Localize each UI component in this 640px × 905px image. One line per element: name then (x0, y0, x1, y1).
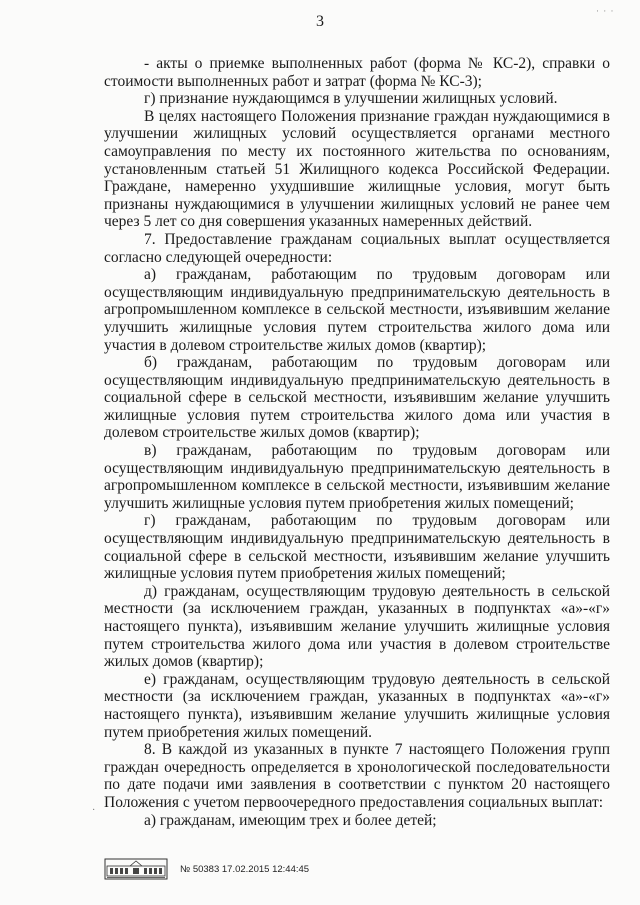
paragraph-recognition-rules: В целях настоящего Положения признание граждан нуждающимися в улучшении жилищных условий осуществляется органами местного самоуправления по месту их постоянного жительства по основаниям, установленным статьей 51 Жилищного кодекса Российской Федерации. Граждане, намеренно ухудшившие жилищные условия, могут быть признаны нуждающимися в улучшении жилищных условий не ранее чем через 5 лет со дня совершения указанных намеренных действий. (104, 107, 610, 231)
paragraph-section-8: 8. В каждой из указанных в пункте 7 настоящего Положения групп граждан очередность определяется в хронологической последовательности по дате подачи ими заявления в соответствии с пунктом 20 настоящего Положения с учетом первоочередного предоставления социальных выплат: (104, 741, 610, 811)
list-item-b: б) гражданам, работающим по трудовым договорам или осуществляющим индивидуальную предпринимательскую деятельность в социальной сфере в сельской местности, изъявившим желание улучшить жилищные условия путем строительства жилого дома или участия в долевом строительстве жилых домов (квартир); (104, 354, 610, 442)
list-item-a: а) гражданам, работающим по трудовым договорам или осуществляющим индивидуальную предпринимательскую деятельность в агропромышленном комплексе в сельской местности, изъявившим желание улучшить жилищные условия путем строительства жилого дома или участия в долевом строительстве жилых домов (квартир); (104, 266, 610, 354)
margin-mark: · (92, 805, 96, 816)
list-item-e: е) гражданам, осуществляющим трудовую деятельность в сельской местности (за исключением граждан, указанных в подпунктах «а»-«г» настоящего пункта), изъявившим желание улучшить жилищные условия путем приобретения жилых помещений. (104, 670, 610, 741)
registration-footer (104, 858, 309, 880)
list-item-8a: а) гражданам, имеющим трех и более детей; (144, 811, 437, 829)
paragraph-acts: - акты о приемке выполненных работ (форма № КС-2), справки о стоимости выполненных работ и затрат (форма № КС-3); (104, 55, 610, 90)
page-number: 3 (316, 13, 324, 30)
paragraph-section-7: 7. Предоставление гражданам социальных выплат осуществляется согласно следующей очередности: (104, 230, 610, 266)
paragraph-item-g-recognition: г) признание нуждающимся в улучшении жилищных условий. (144, 90, 558, 108)
document-body (104, 55, 610, 829)
registration-number: № 50383 17.02.2015 12:44:45 (180, 863, 310, 875)
corner-marks: · · · (596, 6, 615, 16)
administration-building-stamp-icon (104, 858, 168, 880)
list-item-d: д) гражданам, осуществляющим трудовую деятельность в сельской местности (за исключением граждан, указанных в подпунктах «а»-«г» настоящего пункта), изъявившим желание улучшить жилищные условия путем строительства жилого дома или участия в долевом строительстве жилых домов (квартир); (104, 582, 610, 671)
list-item-g: г) гражданам, работающим по трудовым договорам или осуществляющим индивидуальную предпринимательскую деятельность в социальной сфере в сельской местности, изъявившим желание улучшить жилищные условия путем приобретения жилых помещений; (104, 512, 610, 583)
list-item-v: в) гражданам, работающим по трудовым договорам или осуществляющим индивидуальную предпринимательскую деятельность в агропромышленном комплексе в сельской местности, изъявившим желание улучшить жилищные условия путем приобретения жилых помещений; (104, 442, 610, 512)
